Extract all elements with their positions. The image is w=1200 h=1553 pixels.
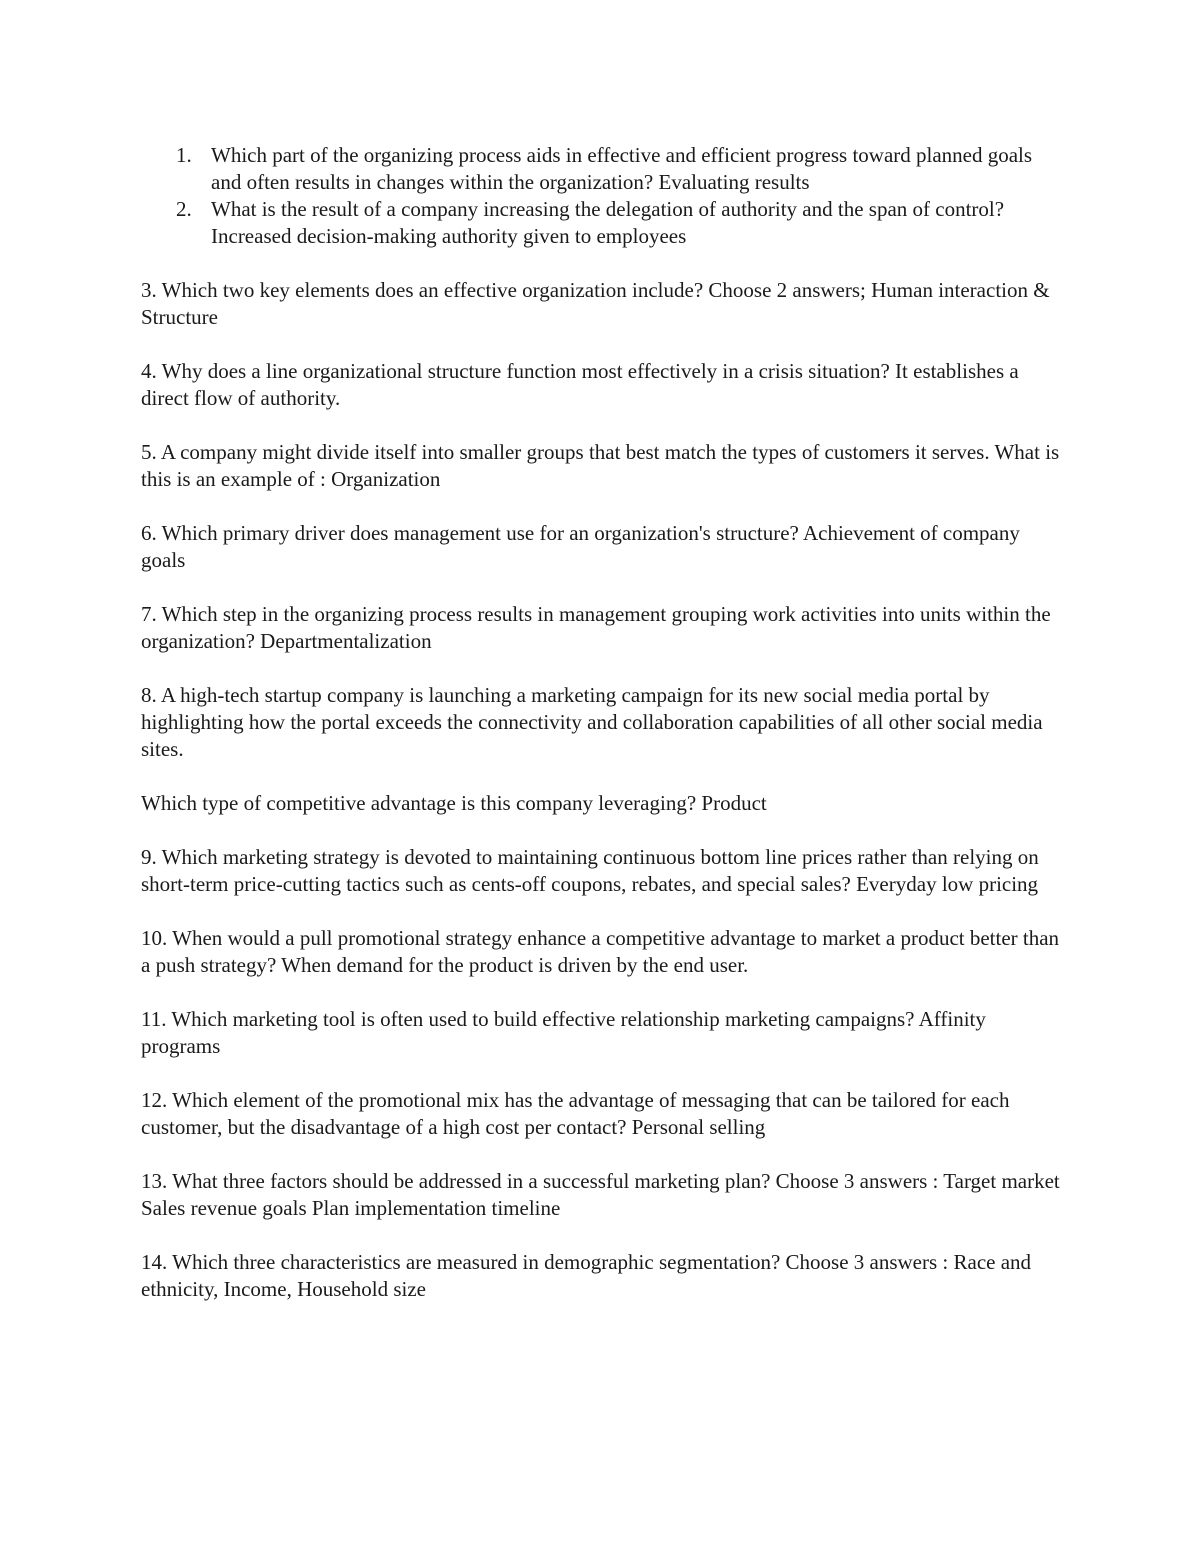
question-paragraph: 8. A high-tech startup company is launching a marketing campaign for its new social media portal by highlighting how the portal exceeds the connectivity and collaboration capabilities of all other social media sites. [141, 683, 1043, 761]
question-paragraph: 5. A company might divide itself into smaller groups that best match the types of customers it serves. What is this is an example of : Organization [141, 440, 1060, 491]
question-paragraph: 14. Which three characteristics are measured in demographic segmentation? Choose 3 answers : Race and ethnicity, Income, Household size [141, 1250, 1032, 1301]
question-paragraph: 9. Which marketing strategy is devoted to maintaining continuous bottom line prices rather than relying on short-term price-cutting tactics such as cents-off coupons, rebates, and special sales? Everyday low pricing [141, 845, 1039, 896]
question-paragraph: 11. Which marketing tool is often used to build effective relationship marketing campaigns? Affinity programs [141, 1007, 986, 1058]
question-paragraph: 6. Which primary driver does management use for an organization's structure? Achievement of company goals [141, 521, 1020, 572]
list-item [141, 196, 1061, 250]
question-paragraph: Which type of competitive advantage is this company leveraging? Product [141, 791, 767, 815]
document-body [141, 142, 1061, 1303]
question-paragraph: 7. Which step in the organizing process results in management grouping work activities into units within the organization? Departmentalization [141, 602, 1051, 653]
list-item-number: 2. [176, 197, 192, 221]
question-paragraph: 3. Which two key elements does an effective organization include? Choose 2 answers; Human interaction & Structure [141, 278, 1050, 329]
numbered-list [141, 142, 1061, 250]
list-item-number: 1. [176, 143, 192, 167]
question-paragraph: 4. Why does a line organizational structure function most effectively in a crisis situation? It establishes a direct flow of authority. [141, 359, 1019, 410]
question-paragraph: 10. When would a pull promotional strategy enhance a competitive advantage to market a product better than a push strategy? When demand for the product is driven by the end user. [141, 926, 1060, 977]
list-item-text: Which part of the organizing process aids in effective and efficient progress toward planned goals and often results in changes within the organization? Evaluating results [211, 143, 1033, 194]
question-paragraph: 12. Which element of the promotional mix has the advantage of messaging that can be tailored for each customer, but the disadvantage of a high cost per contact? Personal selling [141, 1088, 1010, 1139]
list-item [141, 142, 1061, 196]
list-item-text: What is the result of a company increasing the delegation of authority and the span of control? Increased decision-making authority given to employees [211, 197, 1005, 248]
question-paragraph: 13. What three factors should be addressed in a successful marketing plan? Choose 3 answers : Target market Sales revenue goals Plan implementation timeline [141, 1169, 1060, 1220]
